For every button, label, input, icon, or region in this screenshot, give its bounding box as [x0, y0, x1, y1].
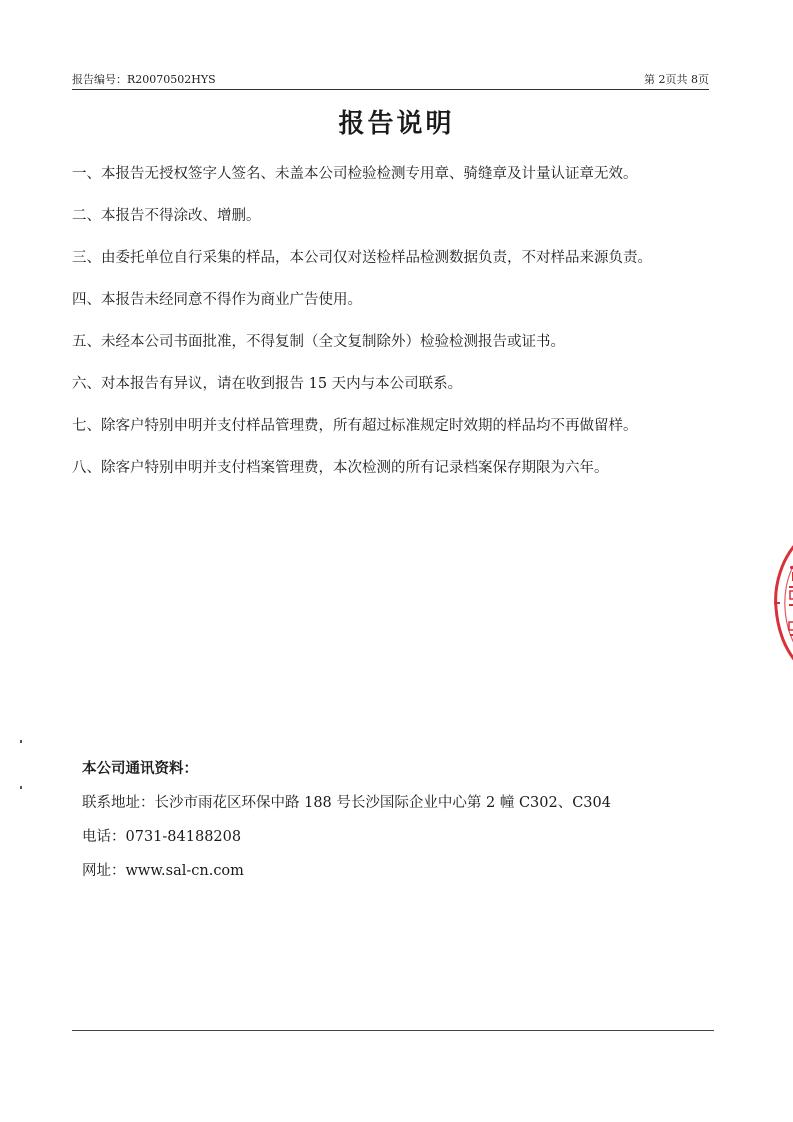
- note-item-1: 一、本报告无授权签字人签名、未盖本公司检验检测专用章、骑缝章及计量认证章无效。: [72, 166, 638, 182]
- contact-heading: 本公司通讯资料：: [82, 760, 198, 777]
- note-item-4: 四、本报告未经同意不得作为商业广告使用。: [72, 292, 362, 308]
- header-divider: [72, 89, 709, 90]
- report-number: 报告编号：R20070502HYS: [72, 73, 216, 86]
- seal-stamp-icon: [766, 528, 793, 678]
- note-item-2: 二、本报告不得涂改、增删。: [72, 208, 261, 224]
- note-item-6: 六、对本报告有异议，请在收到报告 15 天内与本公司联系。: [72, 376, 463, 392]
- scan-speck: [20, 740, 22, 743]
- note-item-8: 八、除客户特别申明并支付档案管理费，本次检测的所有记录档案保存期限为六年。: [72, 460, 609, 476]
- contact-website: 网址：www.sal-cn.com: [82, 863, 244, 879]
- page-number: 第 2页共 8页: [644, 73, 709, 86]
- contact-phone: 电话：0731-84188208: [82, 829, 242, 845]
- note-item-7: 七、除客户特别申明并支付样品管理费，所有超过标准规定时效期的样品均不再做留样。: [72, 418, 638, 434]
- scan-speck: [20, 786, 22, 789]
- contact-address: 联系地址：长沙市雨花区环保中路 188 号长沙国际企业中心第 2 幢 C302、C304: [82, 795, 611, 811]
- footer-divider: [72, 1030, 714, 1031]
- contact-info: [82, 752, 702, 888]
- note-item-5: 五、未经本公司书面批准，不得复制（全文复制除外）检验检测报告或证书。: [72, 334, 565, 350]
- page-title: 报告说明: [338, 109, 455, 139]
- report-notes-list: [72, 160, 722, 496]
- page-header: [72, 72, 709, 88]
- note-item-3: 三、由委托单位自行采集的样品，本公司仅对送检样品检测数据负责，不对样品来源负责。: [72, 250, 652, 266]
